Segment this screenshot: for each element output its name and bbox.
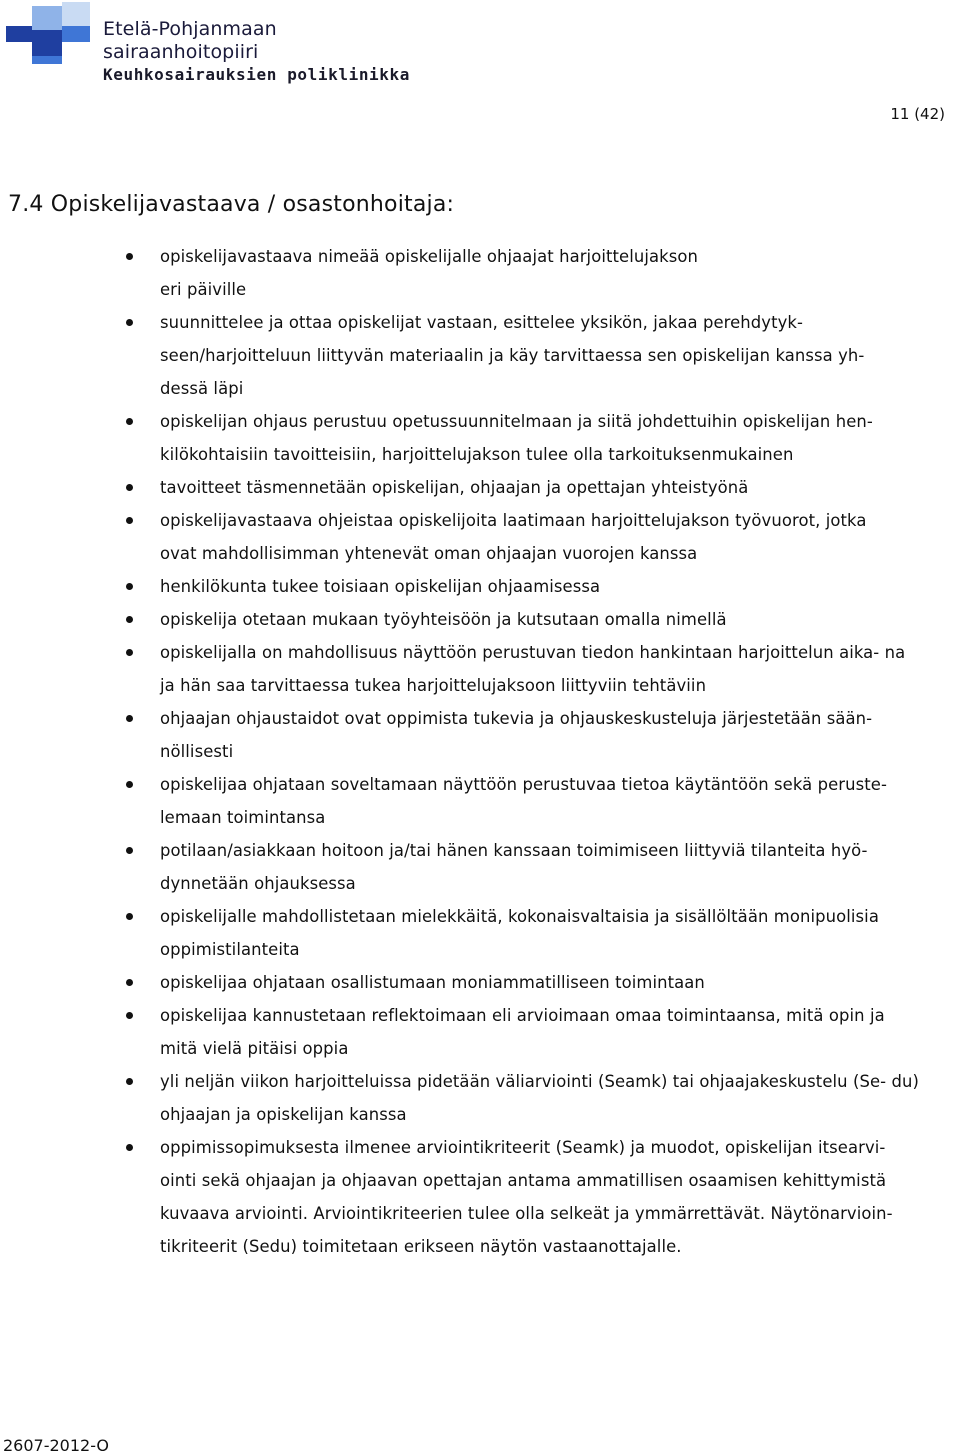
list-item [0, 966, 916, 999]
bullet-icon [126, 253, 133, 260]
bullet-icon [126, 1144, 133, 1151]
org-line-2: sairaanhoitopiiri [103, 41, 259, 63]
list-item-text: opiskelijaa kannustetaan reflektoimaan eli arvioimaan omaa toimintaansa, mitä opin ja mitä vielä pitäisi oppia [160, 1006, 885, 1058]
section-title: 7.4 Opiskelijavastaava / osastonhoitaja: [8, 192, 455, 217]
bullet-icon [126, 616, 133, 623]
list-item [0, 306, 916, 405]
bullet-icon [126, 484, 133, 491]
epshp-logo-icon [4, 2, 104, 66]
bullet-icon [126, 913, 133, 920]
list-item-text: opiskelijavastaava nimeää opiskelijalle ohjaajat harjoittelujakson eri päiville [160, 247, 699, 299]
bullet-icon [126, 1078, 133, 1085]
bullet-icon [126, 715, 133, 722]
list-item [0, 834, 936, 900]
list-item-text: ohjaajan ohjaustaidot ovat oppimista tukevia ja ohjauskeskusteluja järjestetään sään- nöllisesti [160, 709, 873, 761]
bullet-icon [126, 319, 133, 326]
org-line-1: Etelä-Pohjanmaan [103, 18, 277, 40]
list-item-text: tavoitteet täsmennetään opiskelijan, ohjaajan ja opettajan yhteistyönä [160, 478, 749, 497]
list-item-text: opiskelijavastaava ohjeistaa opiskelijoita laatimaan harjoittelujakson työvuorot, jotka ovat mahdollisimman yhtenevät oman ohjaajan vuorojen kanssa [160, 511, 867, 563]
bullet-icon [126, 1012, 133, 1019]
bullet-icon [126, 979, 133, 986]
bullet-icon [126, 847, 133, 854]
list-item [0, 768, 936, 834]
list-item-text: opiskelijalla on mahdollisuus näyttöön perustuvan tiedon hankintaan harjoittelun aika- na ja hän saa tarvittaessa tukea harjoittelujaksoon liittyviin tehtäviin [160, 643, 906, 695]
list-item-text: oppimissopimuksesta ilmenee arviointikriteerit (Seamk) ja muodot, opiskelijan itsearvi- ointi sekä ohjaajan ja ohjaavan opettajan antama ammatillisen osaamisen kehittymistä kuvaava arviointi. Arviointikriteerien tulee olla selkeät ja ymmärrettävät. Näytönarvioin- tikriteerit (Sedu) toimitetaan erikseen näytön vastaanottajalle. [160, 1138, 893, 1256]
list-item-text: henkilökunta tukee toisiaan opiskelijan ohjaamisessa [160, 577, 601, 596]
bullet-icon [126, 418, 133, 425]
bullet-icon [126, 583, 133, 590]
list-item [0, 603, 916, 636]
bullet-icon [126, 781, 133, 788]
bullet-icon [126, 649, 133, 656]
document-code: 2607-2012-O [3, 1436, 110, 1455]
list-item [0, 636, 936, 702]
bullet-list [0, 240, 960, 1263]
page-number: 11 (42) [890, 105, 945, 123]
list-item [0, 504, 916, 570]
list-item [0, 471, 916, 504]
list-item-text: potilaan/asiakkaan hoitoon ja/tai hänen kanssaan toimimiseen liittyviä tilanteita hyö- dynnetään ohjauksessa [160, 841, 868, 893]
list-item [0, 1131, 936, 1263]
list-item-text: opiskelijaa ohjataan soveltamaan näyttöön perustuvaa tietoa käytäntöön sekä peruste- lemaan toimintansa [160, 775, 887, 827]
list-item [0, 570, 916, 603]
bullet-icon [126, 517, 133, 524]
list-item-text: opiskelijaa ohjataan osallistumaan moniammatilliseen toimintaan [160, 973, 705, 992]
list-item [0, 240, 736, 306]
list-item [0, 900, 936, 966]
list-item-text: suunnittelee ja ottaa opiskelijat vastaan, esittelee yksikön, jakaa perehdytyk- seen/harjoitteluun liittyvän materiaalin ja käy tarvittaessa sen opiskelijan kanssa yh- dessä läpi [160, 313, 865, 398]
list-item-text: opiskelija otetaan mukaan työyhteisöön ja kutsutaan omalla nimellä [160, 610, 727, 629]
list-item [0, 1065, 936, 1131]
list-item-text: yli neljän viikon harjoitteluissa pidetään väliarviointi (Seamk) tai ohjaajakeskustelu (Se- du) ohjaajan ja opiskelijan kanssa [160, 1072, 919, 1124]
list-item-text: opiskelijalle mahdollistetaan mielekkäitä, kokonaisvaltaisia ja sisällöltään monipuolisia oppimistilanteita [160, 907, 879, 959]
list-item [0, 999, 936, 1065]
organization-name [103, 18, 277, 64]
list-item [0, 405, 936, 471]
department-name: Keuhkosairauksien poliklinikka [103, 65, 410, 84]
list-item [0, 702, 936, 768]
list-item-text: opiskelijan ohjaus perustuu opetussuunnitelmaan ja siitä johdettuihin opiskelijan hen- kilökohtaisiin tavoitteisiin, harjoittelujakson tulee olla tarkoituksenmukainen [160, 412, 873, 464]
